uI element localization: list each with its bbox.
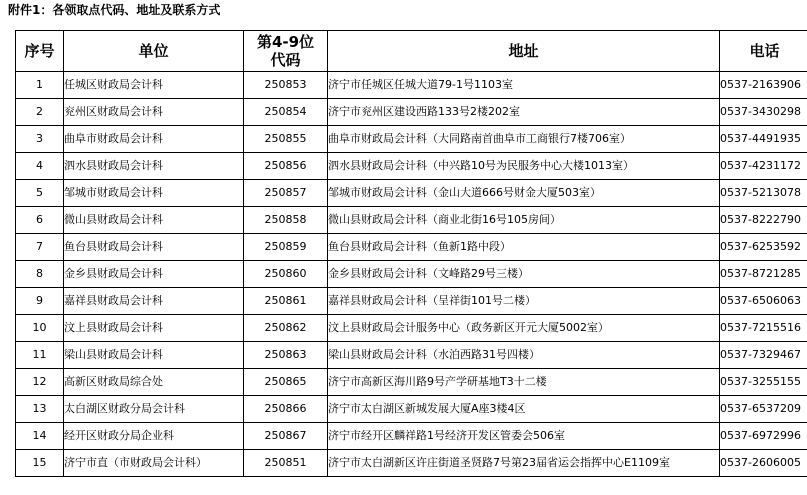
cell-phone: 0537-8222790 xyxy=(720,207,807,234)
table-row xyxy=(16,342,807,369)
table-row xyxy=(16,99,807,126)
cell-seq: 10 xyxy=(16,315,64,342)
cell-code: 250853 xyxy=(244,72,328,99)
table-row xyxy=(16,153,807,180)
pickup-points-table xyxy=(15,30,807,477)
cell-code: 250861 xyxy=(244,288,328,315)
cell-address: 济宁市太白湖新区许庄街道圣贤路7号第23届省运会指挥中心E1109室 xyxy=(328,450,720,477)
cell-code: 250856 xyxy=(244,153,328,180)
header-address: 地址 xyxy=(328,31,720,72)
cell-unit: 济宁市直（市财政局会计科） xyxy=(64,450,244,477)
cell-code: 250851 xyxy=(244,450,328,477)
cell-address: 济宁市经开区麟祥路1号经济开发区管委会506室 xyxy=(328,423,720,450)
cell-address: 济宁市任城区任城大道79-1号1103室 xyxy=(328,72,720,99)
table-row xyxy=(16,207,807,234)
table-row xyxy=(16,423,807,450)
cell-seq: 15 xyxy=(16,450,64,477)
cell-address: 梁山县财政局会计科（水泊西路31号四楼） xyxy=(328,342,720,369)
table-row xyxy=(16,180,807,207)
cell-seq: 11 xyxy=(16,342,64,369)
table-row xyxy=(16,396,807,423)
header-code-line1: 第4-9位 xyxy=(256,33,315,51)
cell-phone: 0537-7329467 xyxy=(720,342,807,369)
table-row xyxy=(16,261,807,288)
cell-unit: 梁山县财政局会计科 xyxy=(64,342,244,369)
cell-unit: 经开区财政分局企业科 xyxy=(64,423,244,450)
cell-address: 邹城市财政局会计科（金山大道666号财金大厦503室） xyxy=(328,180,720,207)
cell-code: 250858 xyxy=(244,207,328,234)
cell-seq: 13 xyxy=(16,396,64,423)
cell-unit: 泗水县财政局会计科 xyxy=(64,153,244,180)
cell-unit: 金乡县财政局会计科 xyxy=(64,261,244,288)
table-row xyxy=(16,315,807,342)
cell-code: 250859 xyxy=(244,234,328,261)
table-row xyxy=(16,288,807,315)
cell-unit: 太白湖区财政分局会计科 xyxy=(64,396,244,423)
cell-seq: 12 xyxy=(16,369,64,396)
header-unit: 单位 xyxy=(64,31,244,72)
cell-code: 250855 xyxy=(244,126,328,153)
cell-unit: 兖州区财政局会计科 xyxy=(64,99,244,126)
cell-code: 250860 xyxy=(244,261,328,288)
cell-seq: 14 xyxy=(16,423,64,450)
header-phone: 电话 xyxy=(720,31,807,72)
cell-phone: 0537-3430298 xyxy=(720,99,807,126)
table-row xyxy=(16,369,807,396)
cell-code: 250865 xyxy=(244,369,328,396)
cell-phone: 0537-3255155 xyxy=(720,369,807,396)
cell-phone: 0537-4491935 xyxy=(720,126,807,153)
cell-seq: 8 xyxy=(16,261,64,288)
table-body xyxy=(16,72,807,477)
cell-address: 嘉祥县财政局会计科（呈祥街101号二楼） xyxy=(328,288,720,315)
document-caption: 附件1：各领取点代码、地址及联系方式 xyxy=(8,3,221,17)
cell-seq: 1 xyxy=(16,72,64,99)
cell-seq: 4 xyxy=(16,153,64,180)
cell-unit: 任城区财政局会计科 xyxy=(64,72,244,99)
cell-code: 250857 xyxy=(244,180,328,207)
cell-phone: 0537-6253592 xyxy=(720,234,807,261)
cell-unit: 嘉祥县财政局会计科 xyxy=(64,288,244,315)
cell-code: 250862 xyxy=(244,315,328,342)
cell-unit: 邹城市财政局会计科 xyxy=(64,180,244,207)
cell-unit: 鱼台县财政局会计科 xyxy=(64,234,244,261)
cell-phone: 0537-4231172 xyxy=(720,153,807,180)
cell-seq: 5 xyxy=(16,180,64,207)
cell-address: 鱼台县财政局会计科（鱼新1路中段） xyxy=(328,234,720,261)
cell-address: 汶上县财政局会计服务中心（政务新区开元大厦5002室） xyxy=(328,315,720,342)
table-row xyxy=(16,234,807,261)
cell-address: 曲阜市财政局会计科（大同路南首曲阜市工商银行7楼706室） xyxy=(328,126,720,153)
header-code xyxy=(244,31,328,72)
header-seq: 序号 xyxy=(16,31,64,72)
cell-phone: 0537-6537209 xyxy=(720,396,807,423)
cell-phone: 0537-6972996 xyxy=(720,423,807,450)
cell-seq: 7 xyxy=(16,234,64,261)
cell-phone: 0537-7215516 xyxy=(720,315,807,342)
cell-phone: 0537-2606005 xyxy=(720,450,807,477)
cell-address: 泗水县财政局会计科（中兴路10号为民服务中心大楼1013室） xyxy=(328,153,720,180)
cell-phone: 0537-6506063 xyxy=(720,288,807,315)
cell-address: 金乡县财政局会计科（文峰路29号三楼） xyxy=(328,261,720,288)
cell-seq: 3 xyxy=(16,126,64,153)
cell-code: 250866 xyxy=(244,396,328,423)
cell-address: 济宁市高新区海川路9号产学研基地T3十二楼 xyxy=(328,369,720,396)
cell-seq: 2 xyxy=(16,99,64,126)
cell-unit: 曲阜市财政局会计科 xyxy=(64,126,244,153)
cell-code: 250863 xyxy=(244,342,328,369)
table-header-row xyxy=(16,31,807,72)
cell-unit: 汶上县财政局会计科 xyxy=(64,315,244,342)
table-row xyxy=(16,72,807,99)
cell-address: 济宁市太白湖区新城发展大厦A座3楼4区 xyxy=(328,396,720,423)
header-code-line2: 代码 xyxy=(270,51,301,69)
cell-code: 250867 xyxy=(244,423,328,450)
table-row xyxy=(16,126,807,153)
cell-address: 微山县财政局会计科（商业北街16号105房间） xyxy=(328,207,720,234)
cell-unit: 微山县财政局会计科 xyxy=(64,207,244,234)
cell-code: 250854 xyxy=(244,99,328,126)
cell-seq: 6 xyxy=(16,207,64,234)
cell-phone: 0537-5213078 xyxy=(720,180,807,207)
cell-seq: 9 xyxy=(16,288,64,315)
cell-phone: 0537-2163906 xyxy=(720,72,807,99)
table-row xyxy=(16,450,807,477)
cell-unit: 高新区财政局综合处 xyxy=(64,369,244,396)
cell-phone: 0537-8721285 xyxy=(720,261,807,288)
cell-address: 济宁市兖州区建设西路133号2楼202室 xyxy=(328,99,720,126)
